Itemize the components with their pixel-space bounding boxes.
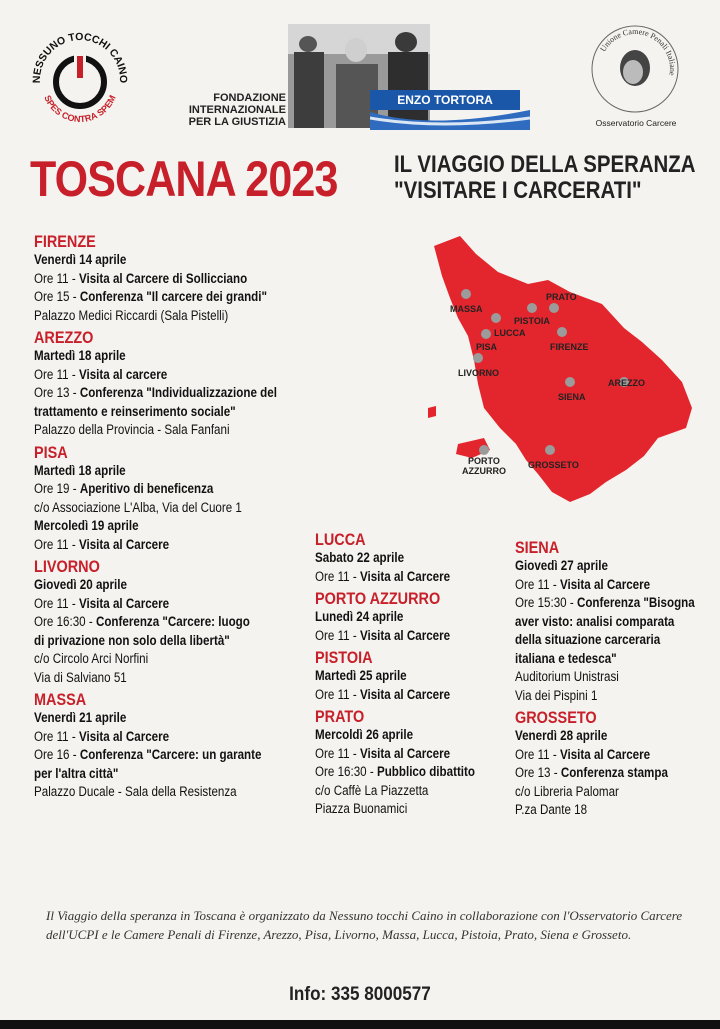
event-line-bold-text: Aperitivo di beneficenza	[79, 481, 214, 496]
map-label-pisa: PISA	[476, 342, 498, 352]
event-line-bold-text: Conferenza "Bisogna	[576, 595, 695, 610]
event-line-text: Ore 11 -	[315, 686, 360, 702]
city-heading: LUCCA	[315, 530, 366, 549]
event-line	[34, 307, 292, 326]
page-title: TOSCANA 2023	[30, 151, 338, 207]
event-line-text: P.za Dante 18	[515, 802, 588, 817]
event-block	[34, 328, 334, 440]
event-line-text: Via dei Pispini 1	[515, 687, 598, 703]
event-line	[515, 650, 687, 669]
event-line	[515, 801, 687, 820]
event-line	[34, 366, 292, 385]
event-line-text: Ore 11 -	[34, 595, 79, 611]
event-line	[315, 745, 487, 764]
event-line-text: Mercoledì 19 aprile	[34, 518, 139, 533]
city-heading: PISA	[34, 442, 68, 462]
event-line-bold-text: Visita al Carcere	[78, 536, 170, 552]
subtitle-line-2: "VISITARE I CARCERATI"	[394, 177, 642, 204]
event-line-text: Giovedì 27 aprile	[515, 558, 608, 573]
event-line-text: Ore 11 -	[34, 728, 79, 744]
map-label-prato: PRATO	[546, 292, 577, 302]
event-line-text: Palazzo Ducale - Sala della Resistenza	[34, 784, 237, 799]
event-line	[515, 613, 687, 632]
event-line	[315, 608, 487, 627]
event-line	[315, 763, 487, 782]
event-line-text: Ore 13 -	[515, 765, 561, 780]
event-line-text: italiana e tedesca"	[515, 650, 617, 666]
event-line-bold-text: Visita al Carcere	[359, 686, 451, 702]
map-label-livorno: LIVORNO	[458, 368, 500, 378]
event-line	[34, 728, 292, 747]
event-line-bold-text: Visita al Carcere	[559, 576, 651, 592]
city-heading: GROSSETO	[515, 708, 597, 727]
events-column-1	[34, 232, 334, 805]
fondazione-line-3: PER LA GIUSTIZIA	[188, 116, 286, 128]
event-line	[515, 668, 687, 687]
event-line	[34, 251, 292, 270]
city-heading: SIENA	[515, 538, 560, 557]
event-block	[34, 232, 334, 325]
event-line-text: Martedì 18 aprile	[34, 348, 126, 363]
event-line-bold-text: Visita al carcere	[78, 366, 168, 382]
event-line-bold-text: Conferenza stampa	[560, 765, 668, 780]
event-line-text: Venerdì 14 aprile	[34, 252, 127, 267]
event-line-text: di privazione non solo della libertà"	[34, 632, 230, 648]
event-line-text: Venerdì 28 aprile	[515, 728, 608, 743]
event-line-bold-text: Visita al Carcere	[359, 745, 451, 761]
event-line-text: c/o Circolo Arci Norfini	[34, 651, 149, 666]
page-subtitle	[394, 152, 695, 204]
event-line	[34, 765, 292, 784]
map-label-pistoia: PISTOIA	[514, 316, 550, 326]
event-block	[315, 707, 515, 819]
event-line	[34, 421, 292, 440]
map-label-arezzo: AREZZO	[608, 378, 645, 388]
event-line-bold-text: Conferenza "Il carcere dei grandi"	[79, 289, 267, 304]
event-line-bold-text: Visita al Carcere	[78, 595, 170, 611]
event-line-bold-text: Visita al Carcere	[359, 627, 451, 643]
event-line	[34, 517, 292, 536]
event-line	[315, 686, 487, 705]
event-line-bold-text: Pubblico dibattito	[376, 764, 476, 779]
event-line-text: Piazza Buonamici	[315, 801, 408, 816]
subtitle-line-1: IL VIAGGIO DELLA SPERANZA	[394, 151, 696, 178]
event-line-text: Martedì 25 aprile	[315, 668, 407, 683]
event-line-text: Ore 11 -	[34, 536, 79, 552]
event-line	[34, 462, 292, 481]
event-line-bold-text: Visita al Carcere	[559, 746, 651, 762]
events-column-3	[515, 538, 715, 823]
event-line-text: trattamento e reinserimento sociale"	[34, 403, 236, 419]
event-line-text: c/o Caffè La Piazzetta	[315, 782, 429, 798]
event-line-text: Ore 11 -	[315, 568, 360, 584]
map-label-lucca: LUCCA	[494, 328, 526, 338]
map-label-azzurro: AZZURRO	[462, 466, 506, 476]
event-line-text: Giovedì 20 aprile	[34, 577, 127, 592]
event-line-text: c/o Associazione L'Alba, Via del Cuore 1	[34, 499, 242, 515]
map-label-firenze: FIRENZE	[550, 342, 589, 352]
event-line-text: Lunedì 24 aprile	[315, 609, 404, 624]
event-line-text: Ore 11 -	[34, 366, 79, 382]
event-block	[515, 708, 715, 820]
map-label-siena: SIENA	[558, 392, 586, 402]
event-line	[515, 783, 687, 802]
event-line-bold-text: Conferenza "Individualizzazione del	[79, 385, 277, 400]
event-line	[34, 783, 292, 802]
event-line-text: Via di Salviano 51	[34, 669, 127, 685]
map-label-porto: PORTO	[468, 456, 500, 466]
event-line-text: Palazzo Medici Riccardi (Sala Pistelli)	[34, 307, 229, 323]
event-line	[315, 667, 487, 686]
event-line-bold-text: Conferenza "Carcere: un garante	[79, 747, 262, 762]
event-line-bold-text: Visita al Carcere	[78, 728, 170, 744]
fondazione-line-2: INTERNAZIONALE	[188, 104, 286, 116]
event-line	[315, 627, 487, 646]
event-line	[34, 595, 292, 614]
event-line	[515, 594, 695, 613]
city-heading: MASSA	[34, 690, 87, 709]
ntc-ring-bottom-text: SPES CONTRA SPEM	[42, 93, 118, 125]
event-line-text: Ore 19 -	[34, 481, 80, 496]
event-line	[315, 800, 487, 819]
event-line	[515, 576, 687, 595]
event-block	[34, 690, 334, 802]
event-line-text: Ore 15:30 -	[515, 595, 577, 610]
event-line-text: Ore 11 -	[315, 627, 360, 643]
event-line	[515, 687, 687, 706]
event-line-text: Ore 11 -	[515, 576, 560, 592]
events-column-2	[315, 530, 515, 822]
osservatorio-label: Osservatorio Carcere	[595, 118, 677, 128]
event-line-text: Ore 11 -	[515, 746, 560, 762]
event-line	[34, 499, 292, 518]
organizer-note: Il Viaggio della speranza in Toscana è organizzato da Nessuno tocchi Caino in collaborazione con l'Osservatorio Carcere dell'UCPI e le Camere Penali di Firenze, Arezzo, Pisa, Livorno, Massa, Lucca, Pistoia, Prato, Siena e Grosseto.	[46, 908, 683, 942]
event-line	[34, 536, 292, 555]
map-label-massa: MASSA	[450, 304, 483, 314]
event-line-text: Mercoldì 26 aprile	[315, 727, 414, 742]
event-line-text: Ore 11 -	[34, 270, 79, 286]
fondazione-label	[176, 92, 286, 128]
event-line	[315, 726, 487, 745]
tortora-band: ENZO TORTORA	[370, 90, 520, 110]
event-line	[515, 631, 687, 650]
event-line-text: Ore 13 -	[34, 385, 80, 400]
event-line-text: Auditorium Unistrasi	[515, 669, 619, 684]
event-line-bold-text: Visita al Carcere	[359, 568, 451, 584]
event-line	[515, 764, 687, 783]
info-phone: Info: 335 8000577	[289, 984, 431, 1005]
event-line-text: Martedì 18 aprile	[34, 462, 126, 478]
map-label-grosseto: GROSSETO	[528, 460, 579, 470]
event-line-text: Ore 11 -	[315, 745, 360, 761]
event-block	[34, 557, 334, 687]
event-line-text: c/o Libreria Palomar	[515, 783, 619, 799]
event-line	[34, 403, 292, 422]
swoosh-graphic	[370, 108, 530, 130]
tuscany-map	[420, 232, 700, 510]
event-line-text: per l'altra città"	[34, 765, 119, 781]
event-block	[515, 538, 715, 705]
event-line-text: Sabato 22 aprile	[315, 550, 405, 565]
event-line	[34, 576, 292, 595]
event-line	[34, 650, 292, 669]
event-line-text: Ore 15 -	[34, 289, 80, 304]
event-line	[515, 557, 687, 576]
event-line	[315, 782, 487, 801]
event-line	[34, 347, 292, 366]
event-line	[34, 746, 292, 765]
city-heading: LIVORNO	[34, 557, 100, 576]
event-block	[315, 530, 515, 586]
nessuno-tocchi-caino-logo	[26, 26, 134, 134]
event-line	[34, 384, 292, 403]
event-line-text: Ore 16:30 -	[34, 614, 96, 629]
city-heading: PORTO AZZURRO	[315, 589, 441, 608]
bottom-bar	[0, 1020, 720, 1029]
fondazione-line-1: FONDAZIONE	[213, 92, 286, 104]
city-heading: FIRENZE	[34, 232, 96, 251]
event-line	[34, 288, 292, 307]
event-block	[315, 648, 515, 704]
event-line	[34, 709, 292, 728]
event-line	[34, 613, 292, 632]
event-line	[34, 669, 292, 688]
ntc-ring-top-text: NESSUNO TOCCHI CAINO	[30, 30, 130, 84]
event-line	[315, 549, 487, 568]
small-island	[428, 406, 436, 418]
event-line-text: Ore 16:30 -	[315, 764, 377, 779]
event-line-text: Palazzo della Provincia - Sala Fanfani	[34, 422, 230, 437]
event-block	[34, 443, 334, 555]
event-line	[515, 746, 687, 765]
event-line	[34, 480, 292, 499]
ucpi-ring-text: Unione Camere Penali Italiane	[598, 26, 678, 77]
city-heading: PISTOIA	[315, 648, 373, 667]
event-line-text: della situazione carceraria	[515, 632, 661, 647]
event-line-text: Venerdì 21 aprile	[34, 710, 127, 725]
ucpi-logo	[588, 22, 682, 116]
event-line-bold-text: Visita al Carcere di Sollicciano	[78, 270, 248, 286]
city-heading: PRATO	[315, 707, 365, 726]
event-line-bold-text: Conferenza "Carcere: luogo	[95, 614, 250, 629]
city-heading: AREZZO	[34, 328, 94, 347]
event-line	[34, 632, 292, 651]
event-line	[515, 727, 687, 746]
event-line	[34, 270, 292, 289]
event-line	[315, 568, 487, 587]
event-line-text: aver visto: analisi comparata	[515, 613, 675, 629]
event-line-text: Ore 16 -	[34, 747, 80, 762]
event-block	[315, 589, 515, 645]
